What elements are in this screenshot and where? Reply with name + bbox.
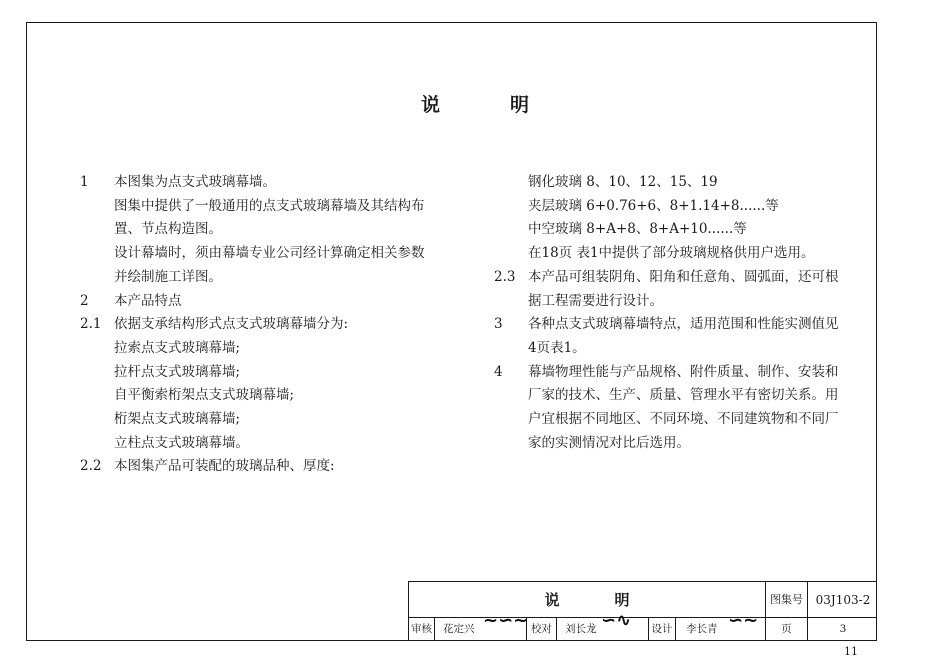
text-line [494, 432, 839, 456]
item-number: 2.1 [80, 316, 102, 333]
item-number: 4 [494, 363, 503, 380]
checker-name: 刘长龙 [565, 623, 597, 635]
designer-signature: ∽∼ [728, 610, 759, 631]
title-block-signatures [409, 610, 877, 640]
item-number: 3 [494, 316, 503, 333]
text-line [494, 171, 839, 195]
item-text: 依据支承结构形式点支式玻璃幕墙分为: [114, 316, 349, 333]
text-line [80, 361, 440, 385]
item-number: 1 [80, 174, 89, 190]
item-text: 立柱点支式玻璃幕墙。 [114, 434, 249, 451]
text-line [494, 361, 839, 385]
item-text: 图集中提供了一般通用的点支式玻璃幕墙及其结构布 [114, 197, 425, 214]
designer-cell [676, 610, 766, 640]
checker-signature: ∽∿ [601, 610, 632, 631]
item-number: 2.3 [494, 268, 516, 285]
text-line [494, 290, 839, 314]
text-line [80, 195, 440, 219]
title-block-header [409, 582, 877, 618]
item-text: 并绘制施工详图。 [114, 268, 222, 285]
text-line [80, 171, 440, 195]
item-text: 本产品可组装阴角、阳角和任意角、圆弧面，还可根 [528, 268, 839, 285]
right-column [494, 171, 839, 455]
item-text: 钢化玻璃 8、10、12、15、19 [528, 174, 718, 190]
design-label: 设计 [649, 618, 676, 640]
item-text: 4页表1。 [528, 339, 586, 356]
reviewer-signature: ~∽~ [483, 610, 529, 631]
title-block-title-char-1: 说 [544, 591, 560, 609]
item-text: 自平衡索桁架点支式玻璃幕墙; [114, 387, 295, 404]
text-line [494, 218, 839, 242]
item-text: 本图集产品可装配的玻璃品种、厚度: [114, 458, 335, 475]
review-label: 审核 [409, 618, 435, 640]
set-number-label: 图集号 [766, 582, 808, 618]
text-line [80, 337, 440, 361]
item-text: 中空玻璃 8+A+8、8+A+10......等 [528, 221, 747, 238]
title-block [408, 581, 877, 641]
text-line [80, 455, 440, 479]
text-line [494, 408, 839, 432]
item-text: 各种点支式玻璃幕墙特点，适用范围和性能实测值见 [528, 316, 839, 333]
text-line [80, 313, 440, 337]
checker-cell [557, 610, 649, 640]
text-line [80, 290, 440, 314]
text-line [494, 313, 839, 337]
text-line [494, 242, 839, 266]
item-text: 厂家的技术、生产、质量、管理水平有密切关系。用 [528, 387, 839, 404]
sheet-number: 11 [844, 645, 858, 658]
item-text: 本产品特点 [114, 292, 182, 309]
text-line [80, 408, 440, 432]
text-line [80, 242, 440, 266]
set-number: 03J103-2 [815, 593, 871, 607]
page-title-char-1: 说 [420, 94, 440, 116]
text-line [494, 266, 839, 290]
item-text: 幕墙物理性能与产品规格、附件质量、制作、安装和 [528, 363, 839, 380]
text-line [80, 266, 440, 290]
page-label: 页 [766, 618, 808, 640]
title-block-title-char-2: 明 [614, 591, 630, 609]
text-line [80, 432, 440, 456]
item-text: 户宜根据不同地区、不同环境、不同建筑物和不同厂 [528, 411, 839, 428]
item-text: 夹层玻璃 6+0.76+6、8+1.14+8......等 [528, 197, 779, 214]
text-line [494, 337, 839, 361]
text-line [494, 195, 839, 219]
designer-name: 李长青 [686, 623, 718, 635]
item-number: 2.2 [80, 458, 102, 475]
reviewer-name: 花定兴 [443, 623, 475, 635]
page-title [0, 90, 950, 117]
text-line [80, 384, 440, 408]
item-text: 据工程需要进行设计。 [528, 292, 663, 309]
item-text: 置、节点构造图。 [114, 221, 222, 238]
page-value: 3 [839, 623, 847, 635]
item-text: 设计幕墙时，须由幕墙专业公司经计算确定相关参数 [114, 245, 425, 262]
reviewer-cell [435, 610, 529, 640]
item-text: 家的实测情况对比后选用。 [528, 434, 690, 451]
check-label: 校对 [527, 618, 557, 640]
item-text: 拉杆点支式玻璃幕墙; [114, 363, 241, 380]
item-number: 2 [80, 292, 89, 309]
item-text: 拉索点支式玻璃幕墙; [114, 339, 241, 356]
item-text: 在18页 表1中提供了部分玻璃规格供用户选用。 [528, 245, 815, 262]
left-column [80, 171, 440, 479]
text-line [80, 218, 440, 242]
page-title-char-2: 明 [510, 94, 530, 116]
item-text: 桁架点支式玻璃幕墙; [114, 411, 241, 428]
item-text: 本图集为点支式玻璃幕墙。 [114, 174, 276, 190]
title-block-title [409, 582, 766, 618]
text-line [494, 384, 839, 408]
